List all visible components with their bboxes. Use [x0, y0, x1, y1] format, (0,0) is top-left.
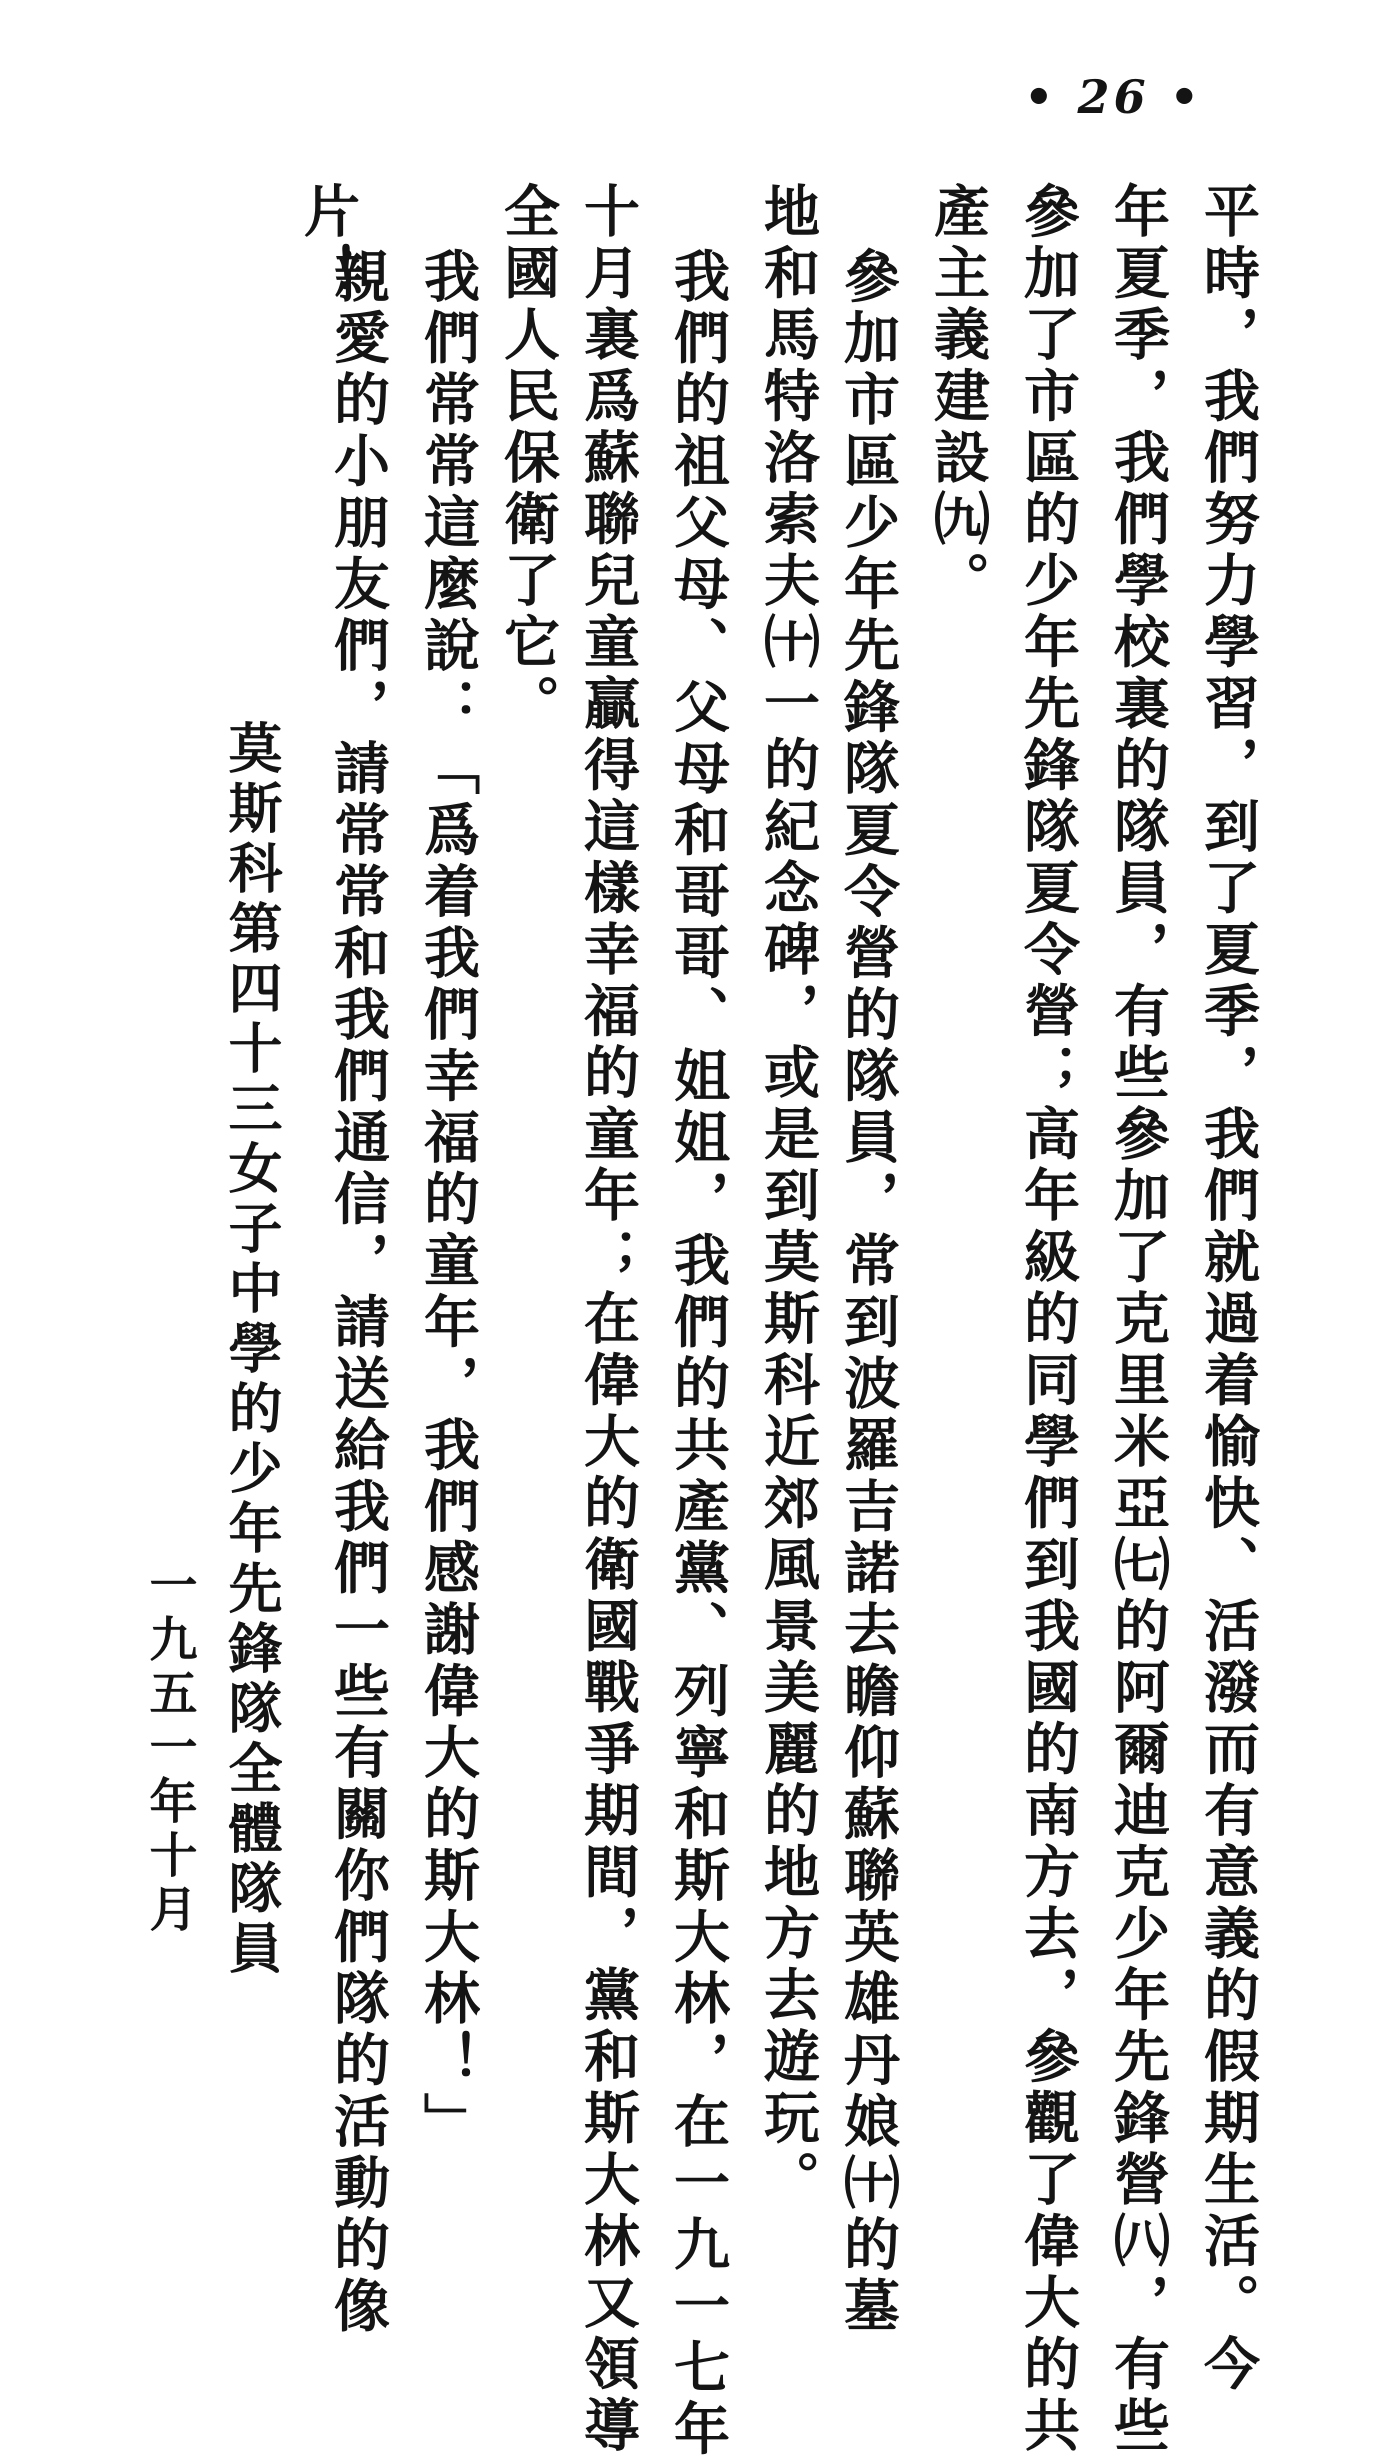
text-column: 我們的祖父母、父母和哥哥、姐姐，我們的共產黨、列寧和斯大林，在一九一七年	[665, 247, 731, 2461]
signature-date: 一九五一年十月	[141, 1560, 197, 1938]
text-column: 全國人民保衛了它。	[495, 182, 561, 736]
signature-org: 莫斯科第四十三女子中學的少年先鋒隊全體隊員	[220, 720, 284, 1980]
text-column: 親愛的小朋友們，請常常和我們通信，請送給我們一些有關你們隊的活動的像	[325, 247, 391, 2338]
text-column: 十月裏爲蘇聯兒童贏得這樣幸福的童年；在偉大的衛國戰爭期間，黨和斯大林又領導	[575, 182, 641, 2458]
text-column: 年夏季，我們學校裏的隊員，有些參加了克里米亞㈦的阿爾迪克少年先鋒營㈧，有些	[1105, 182, 1171, 2458]
text-column: 參加了市區的少年先鋒隊夏令營；高年級的同學們到我國的南方去，參觀了偉大的共	[1015, 182, 1081, 2458]
page-number: • 26 •	[1024, 70, 1203, 124]
text-column: 參加市區少年先鋒隊夏令營的隊員，常到波羅吉諾去瞻仰蘇聯英雄丹娘㈩的墓	[835, 247, 901, 2338]
text-column: 平時，我們努力學習，到了夏季，我們就過着愉快、活潑而有意義的假期生活。今	[1195, 182, 1261, 2396]
text-column: 地和馬特洛索夫㈩一的紀念碑，或是到莫斯科近郊風景美麗的地方去遊玩。	[755, 182, 821, 2212]
text-column: 我們常常這麼說：「爲着我們幸福的童年，我們感謝偉大的斯大林！」	[415, 247, 481, 2154]
text-column: 產主義建設㈨。	[925, 182, 991, 613]
text-column: 片！	[295, 182, 361, 305]
